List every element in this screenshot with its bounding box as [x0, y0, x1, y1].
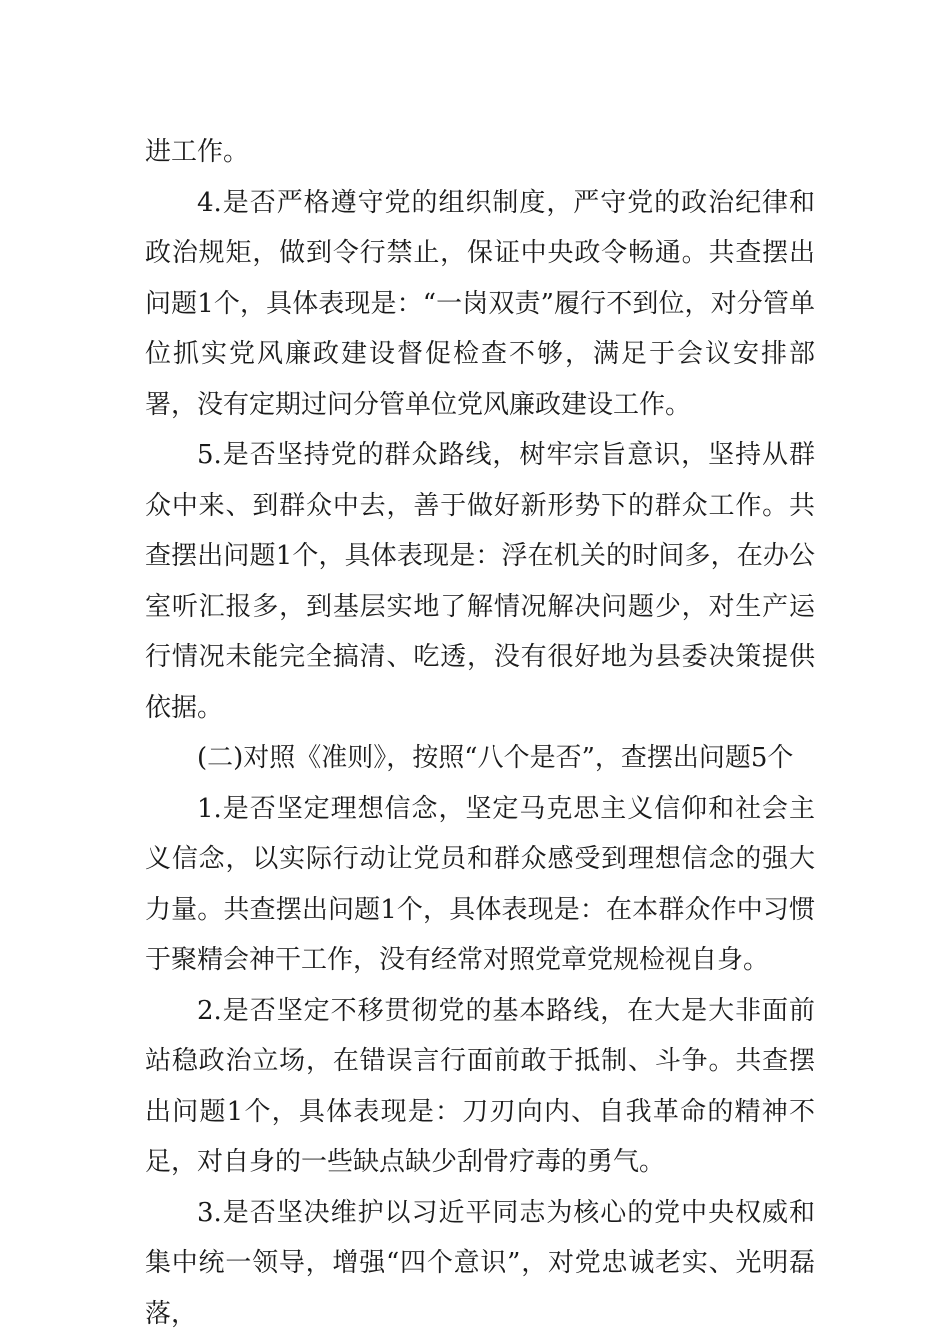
- paragraph-item-5: 5.是否坚持党的群众路线，树牢宗旨意识，坚持从群众中来、到群众中去，善于做好新形势下的群众工作。共查摆出问题1个，具体表现是：浮在机关的时间多，在办公室听汇报多，到基层实地了解情况解决问题少，对生产运行情况未能完全搞清、吃透，没有很好地为县委决策提供依据。: [145, 440, 815, 723]
- paragraph-item-1: 1.是否坚定理想信念，坚定马克思主义信仰和社会主义信念，以实际行动让党员和群众感受到理想信念的强大力量。共查摆出问题1个，具体表现是：在本群众作中习惯于聚精会神干工作，没有经常对照党章党规检视自身。: [145, 793, 815, 975]
- paragraph-continuation: 进工作。: [145, 137, 250, 167]
- section-heading-2: (二)对照《准则》，按照“八个是否”，查摆出问题5个: [197, 743, 794, 773]
- paragraph-item-2: 2.是否坚定不移贯彻党的基本路线，在大是大非面前站稳政治立场，在错误言行面前敢于抵制、斗争。共查摆出问题1个，具体表现是：刀刃向内、自我革命的精神不足，对自身的一些缺点缺少刮骨疗毒的勇气。: [145, 995, 815, 1177]
- document-body: [145, 127, 815, 1339]
- paragraph-item-3: 3.是否坚决维护以习近平同志为核心的党中央权威和集中统一领导，增强“四个意识”，对党忠诚老实、光明磊落，: [145, 1197, 815, 1329]
- paragraph-item-4: 4.是否严格遵守党的组织制度，严守党的政治纪律和政治规矩，做到令行禁止，保证中央政令畅通。共查摆出问题1个，具体表现是：“一岗双责”履行不到位，对分管单位抓实党风廉政建设督促检查不够，满足于会议安排部署，没有定期过问分管单位党风廉政建设工作。: [145, 187, 815, 420]
